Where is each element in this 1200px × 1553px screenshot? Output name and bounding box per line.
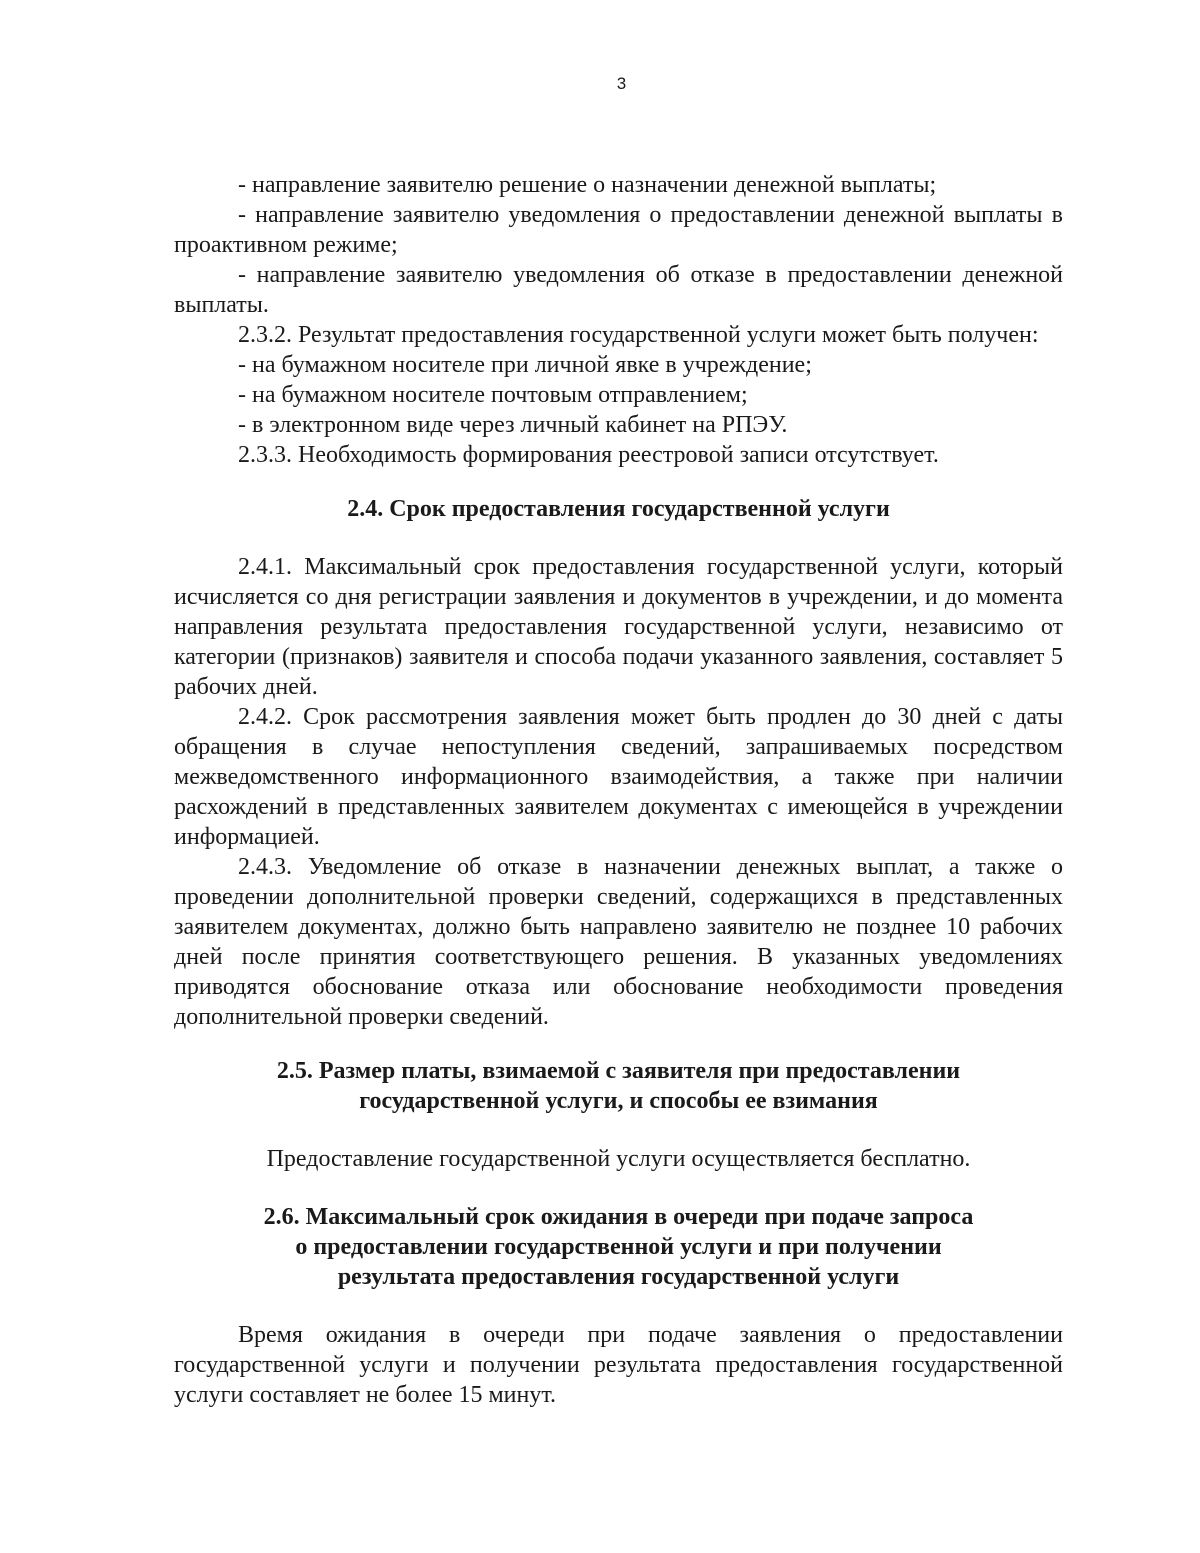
clause-2-4-2: 2.4.2. Срок рассмотрения заявления может быть продлен до 30 дней с даты обращения в случае непоступления сведений, запрашиваемых посредством межведомственного информационного взаимодействия, а также при наличии расхождений в представленных заявителем документах с имеющейся в учреждении информацией.: [174, 704, 1063, 850]
receipt-method-item: - на бумажном носителе при личной явке в учреждение;: [238, 352, 812, 378]
section-2-6-heading: [174, 1202, 1063, 1292]
receipt-method-item: - в электронном виде через личный кабинет на РПЭУ.: [238, 412, 788, 438]
page-number: 3: [616, 74, 627, 93]
document-body: [174, 170, 1063, 1410]
section-2-4-heading: 2.4. Срок предоставления государственной услуги: [347, 496, 890, 522]
clause-2-3-2: 2.3.2. Результат предоставления государственной услуги может быть получен:: [238, 322, 1039, 348]
intro-item: - направление заявителю уведомления о предоставлении денежной выплаты в проактивном режиме;: [174, 202, 1063, 258]
heading-line: о предоставлении государственной услуги и при получении: [295, 1234, 942, 1260]
heading-line: результата предоставления государственной услуги: [337, 1264, 900, 1290]
heading-line: 2.5. Размер платы, взимаемой с заявителя при предоставлении: [276, 1058, 961, 1084]
clause-2-4-3: 2.4.3. Уведомление об отказе в назначении денежных выплат, а также о проведении дополнительной проверки сведений, содержащихся в представленных заявителем документах, должно быть направлено заявителю не позднее 10 рабочих дней после принятия соответствующего решения. В указанных уведомлениях приводятся обоснование отказа или обоснование необходимости проведения дополнительной проверки сведений.: [174, 854, 1063, 1030]
intro-item: - направление заявителю уведомления об отказе в предоставлении денежной выплаты.: [174, 262, 1063, 318]
clause-2-4-1: 2.4.1. Максимальный срок предоставления государственной услуги, который исчисляется со дня регистрации заявления и документов в учреждении, и до момента направления результата предоставления государственной услуги, независимо от категории (признаков) заявителя и способа подачи указанного заявления, составляет 5 рабочих дней.: [174, 554, 1063, 700]
section-2-5-heading: [174, 1056, 1063, 1116]
intro-item: - направление заявителю решение о назначении денежной выплаты;: [238, 172, 937, 198]
section-2-5-text: Предоставление государственной услуги осуществляется бесплатно.: [266, 1146, 971, 1172]
heading-line: 2.6. Максимальный срок ожидания в очереди при подаче запроса: [263, 1204, 974, 1230]
clause-2-3-3: 2.3.3. Необходимость формирования реестровой записи отсутствует.: [238, 442, 939, 468]
receipt-method-item: - на бумажном носителе почтовым отправлением;: [238, 382, 748, 408]
heading-line: государственной услуги, и способы ее взимания: [359, 1088, 878, 1114]
section-2-6-text: Время ожидания в очереди при подаче заявления о предоставлении государственной услуги и получении результата предоставления государственной услуги составляет не более 15 минут.: [174, 1322, 1063, 1408]
